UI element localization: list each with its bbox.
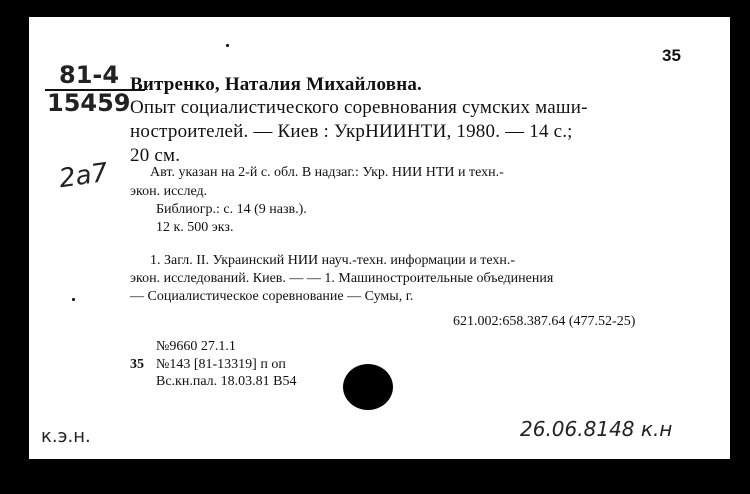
handwritten-date-right: 26.06.8148 к.н: [520, 417, 673, 441]
registry-prefix: 35: [130, 357, 144, 372]
note-line-2: экон. исслед.: [130, 184, 208, 199]
page-number: 35: [662, 46, 681, 65]
classification-code: 621.002:658.387.64 (477.52-25): [453, 314, 636, 329]
handwritten-margin-note: 2а7: [57, 157, 110, 195]
tracing-line-2: экон. исследований. Киев. — — 1. Машиностроительные объединения: [130, 271, 554, 286]
handwritten-code-bottom: 15459: [47, 89, 131, 117]
note-line-3: Библиогр.: с. 14 (9 назв.).: [156, 202, 307, 217]
note-line-4: 12 к. 500 экз.: [156, 220, 234, 235]
registry-line-2: №143 [81-13319] п оп: [156, 357, 286, 372]
speck: [226, 44, 229, 47]
registry-line-3: Вс.кн.пал. 18.03.81 В54: [156, 374, 297, 389]
note-line-1: Авт. указан на 2-й с. обл. В надзаг.: Укр. НИИ НТИ и техн.-: [150, 165, 504, 180]
registry-line-1: №9660 27.1.1: [156, 339, 236, 354]
punch-hole: [343, 364, 393, 410]
speck: [72, 298, 75, 301]
title-line-1: Опыт социалистического соревнования сумских маши-: [130, 97, 588, 118]
handwritten-code-top: 81-4: [59, 61, 120, 89]
handwritten-initials-left: к.э.н.: [41, 426, 91, 447]
tracing-line-1: 1. Загл. II. Украинский НИИ науч.-техн. информации и техн.-: [150, 253, 516, 268]
title-line-2: ностроителей. — Киев : УкрНИИНТИ, 1980. — 14 с.;: [130, 121, 573, 142]
tracing-line-3: — Социалистическое соревнование — Сумы, г.: [130, 289, 414, 304]
title-line-3: 20 см.: [130, 145, 181, 166]
author-heading: Витренко, Наталия Михайловна.: [130, 74, 423, 95]
